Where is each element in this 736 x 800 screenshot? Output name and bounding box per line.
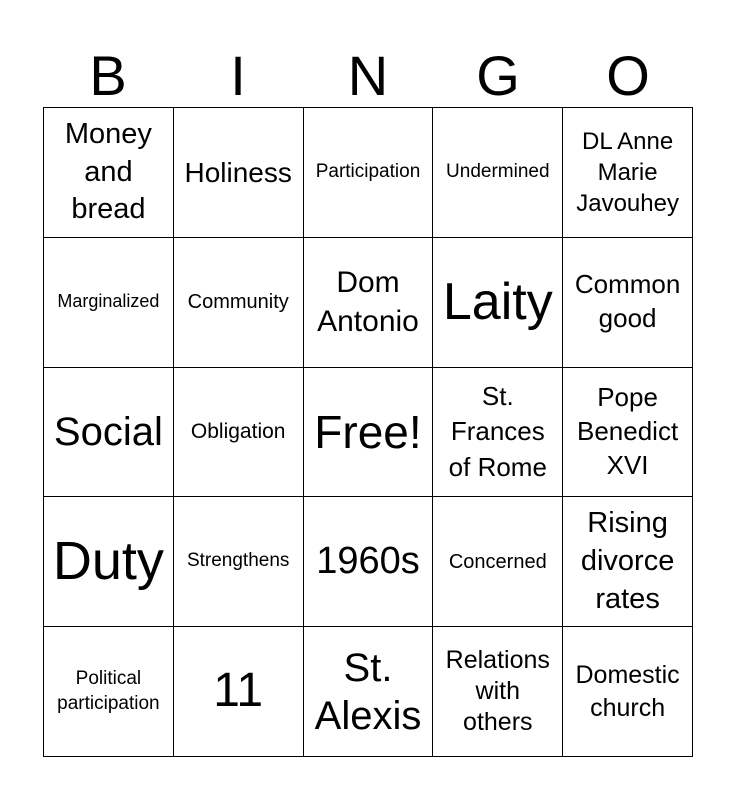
bingo-cell-text: Rising divorce rates bbox=[580, 507, 675, 615]
header-letter-b: B bbox=[89, 44, 127, 107]
bingo-cell[interactable] bbox=[304, 497, 434, 627]
bingo-cell[interactable] bbox=[304, 627, 434, 757]
bingo-cell[interactable] bbox=[174, 627, 304, 757]
bingo-cell[interactable] bbox=[304, 108, 434, 238]
bingo-cell-text: Relations with others bbox=[445, 645, 550, 737]
bingo-cell-text: Duty bbox=[52, 531, 164, 592]
bingo-cell[interactable] bbox=[44, 368, 174, 498]
bingo-cell-text: DL Anne Marie Javouhey bbox=[576, 127, 679, 217]
header-letter-n: N bbox=[347, 44, 389, 107]
bingo-cell[interactable] bbox=[433, 238, 563, 368]
header-letter-g: G bbox=[476, 44, 520, 107]
bingo-cell-text: 1960s bbox=[316, 539, 420, 582]
bingo-cell[interactable] bbox=[44, 497, 174, 627]
bingo-cell-text: Domestic church bbox=[575, 661, 680, 722]
bingo-cell[interactable] bbox=[563, 627, 693, 757]
bingo-cell-text: Obligation bbox=[190, 420, 286, 444]
bingo-cell[interactable] bbox=[563, 238, 693, 368]
bingo-cell-text: Participation bbox=[315, 161, 421, 182]
bingo-cell[interactable] bbox=[563, 368, 693, 498]
bingo-cell[interactable] bbox=[433, 108, 563, 238]
bingo-cell[interactable] bbox=[44, 238, 174, 368]
bingo-board bbox=[43, 107, 693, 757]
bingo-cell-text: Holiness bbox=[184, 156, 292, 188]
bingo-cell[interactable] bbox=[304, 238, 434, 368]
bingo-cell[interactable] bbox=[174, 238, 304, 368]
bingo-cell-text: Free! bbox=[314, 405, 422, 458]
bingo-cell[interactable] bbox=[563, 108, 693, 238]
bingo-cell-text: St. Alexis bbox=[314, 645, 422, 738]
bingo-header bbox=[43, 44, 693, 108]
bingo-cell-text: Marginalized bbox=[57, 291, 160, 312]
bingo-cell[interactable] bbox=[433, 627, 563, 757]
bingo-cell-text: Pope Benedict XVI bbox=[577, 382, 679, 480]
bingo-cell[interactable] bbox=[304, 368, 434, 498]
header-letter-i: I bbox=[230, 44, 246, 107]
bingo-cell[interactable] bbox=[44, 627, 174, 757]
bingo-cell[interactable] bbox=[563, 497, 693, 627]
bingo-cell-text: Money and bread bbox=[64, 117, 152, 226]
bingo-cell-text: Undermined bbox=[446, 161, 550, 182]
bingo-cell[interactable] bbox=[44, 108, 174, 238]
bingo-cell-text: St. Frances of Rome bbox=[448, 381, 547, 482]
bingo-cell-text: Strengthens bbox=[186, 550, 290, 572]
bingo-cell-text: Dom Antonio bbox=[317, 266, 419, 339]
bingo-cell-text: Political participation bbox=[57, 667, 160, 714]
bingo-cell[interactable] bbox=[174, 108, 304, 238]
bingo-cell-text: Laity bbox=[442, 272, 553, 331]
bingo-cell[interactable] bbox=[433, 497, 563, 627]
bingo-cell[interactable] bbox=[174, 497, 304, 627]
bingo-cell-text: Community bbox=[187, 291, 289, 314]
header-letter-o: O bbox=[606, 44, 650, 107]
bingo-cell-text: 11 bbox=[213, 664, 264, 718]
bingo-cell[interactable] bbox=[174, 368, 304, 498]
bingo-cell[interactable] bbox=[433, 368, 563, 498]
bingo-cell-text: Social bbox=[53, 409, 163, 454]
bingo-cell-text: Common good bbox=[574, 269, 681, 334]
bingo-cell-text: Concerned bbox=[448, 550, 547, 573]
